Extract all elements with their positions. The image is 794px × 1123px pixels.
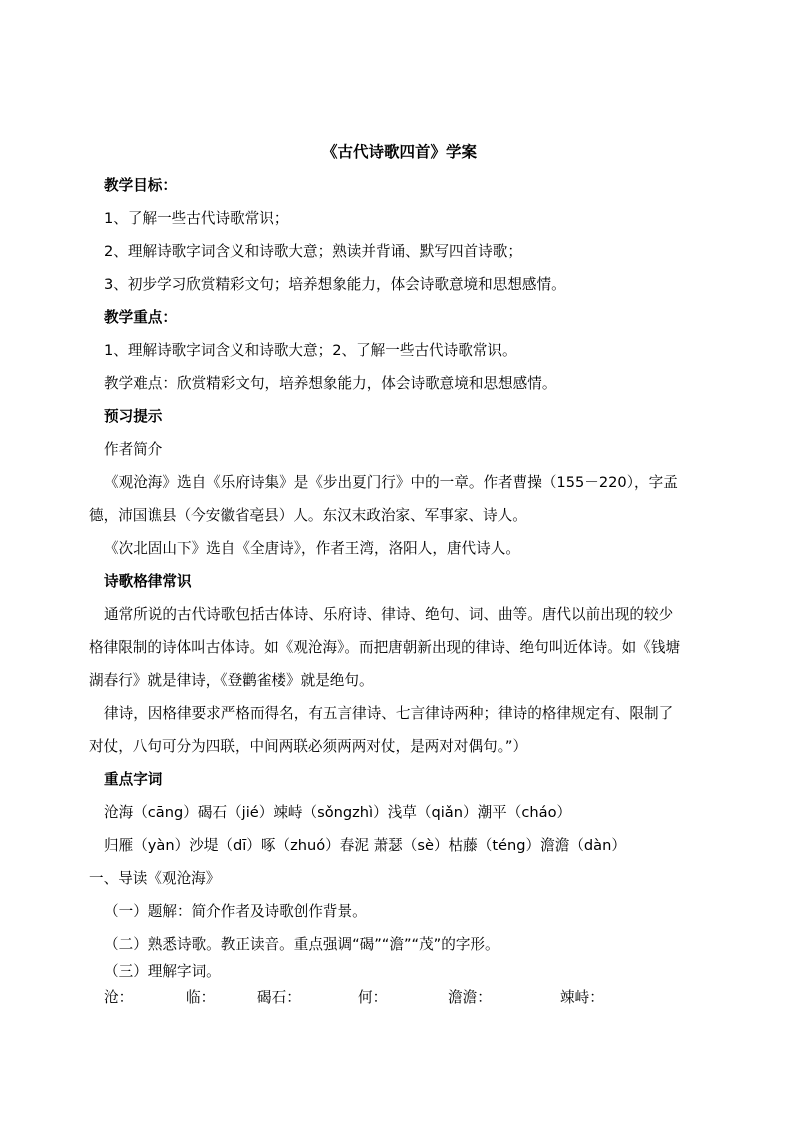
- rules-paragraph-2: 律诗，因格律要求严格而得名，有五言律诗、七言律诗两种；律诗的格律规定有、限制了: [104, 705, 674, 722]
- guide-step: （二）熟悉诗歌。教正读音。重点强调“碣”“澹”“茂”的字形。: [104, 936, 500, 953]
- focus-text: 1、理解诗歌字词含义和诗歌大意；2、了解一些古代诗歌常识。: [104, 342, 517, 359]
- vocab-item: 竦峙：: [560, 989, 604, 1006]
- rules-heading: 诗歌格律常识: [104, 573, 192, 590]
- rules-paragraph-2-cont: 对仗，八句可分为四联，中间两联必须两两对仗，是两对对偶句。”）: [89, 738, 528, 755]
- objective-item: 2、理解诗歌字词含义和诗歌大意；熟读并背诵、默写四首诗歌；: [104, 243, 522, 260]
- words-heading: 重点字词: [104, 771, 163, 788]
- rules-paragraph: 通常所说的古代诗歌包括古体诗、乐府诗、律诗、绝句、词、曲等。唐代以前出现的较少: [104, 606, 674, 623]
- author-paragraph: 《观沧海》选自《乐府诗集》是《步出夏门行》中的一章。作者曹操（155－220），字孟: [104, 474, 678, 491]
- objectives-heading: 教学目标：: [104, 177, 177, 194]
- guide-step: （三）理解字词。: [104, 963, 221, 980]
- words-line: 沧海（cāng）碣石（jié）竦峙（sǒngzhì）浅草（qiǎn）潮平（cháo）: [104, 804, 572, 821]
- preview-heading: 预习提示: [104, 408, 163, 425]
- vocab-item: 澹澹：: [448, 989, 492, 1006]
- rules-paragraph-cont: 湖春行》就是律诗，《登鹳雀楼》就是绝句。: [89, 672, 374, 689]
- document-title: 《古代诗歌四首》学案: [322, 143, 478, 161]
- words-line: 归雁（yàn）沙堤（dī）啄（zhuó）春泥 萧瑟（sè）枯藤（téng）澹澹（dàn）: [104, 837, 626, 854]
- difficulty-text: 教学难点：欣赏精彩文句，培养想象能力，体会诗歌意境和思想感情。: [104, 375, 557, 392]
- rules-paragraph-cont: 格律限制的诗体叫古体诗。如《观沧海》。而把唐朝新出现的律诗、绝句叫近体诗。如《钱塘: [89, 639, 681, 656]
- author-paragraph-2: 《次北固山下》选自《全唐诗》，作者王湾，洛阳人，唐代诗人。: [104, 540, 520, 557]
- focus-heading: 教学重点：: [104, 309, 177, 326]
- guide-heading: 一、导读《观沧海》: [89, 870, 221, 887]
- objective-item: 3、初步学习欣赏精彩文句；培养想象能力，体会诗歌意境和思想感情。: [104, 276, 566, 293]
- vocab-item: 何：: [358, 989, 388, 1006]
- author-heading: 作者简介: [104, 441, 163, 458]
- vocab-row: [0, 988, 794, 1008]
- author-paragraph-cont: 德，沛国谯县（今安徽省亳县）人。东汉末政治家、军事家、诗人。: [89, 507, 527, 524]
- vocab-item: 临：: [186, 989, 216, 1006]
- guide-step: （一）题解：简介作者及诗歌创作背景。: [104, 903, 367, 920]
- vocab-item: 碣石：: [257, 989, 301, 1006]
- objective-item: 1、了解一些古代诗歌常识；: [104, 210, 289, 227]
- vocab-item: 沧：: [104, 989, 134, 1006]
